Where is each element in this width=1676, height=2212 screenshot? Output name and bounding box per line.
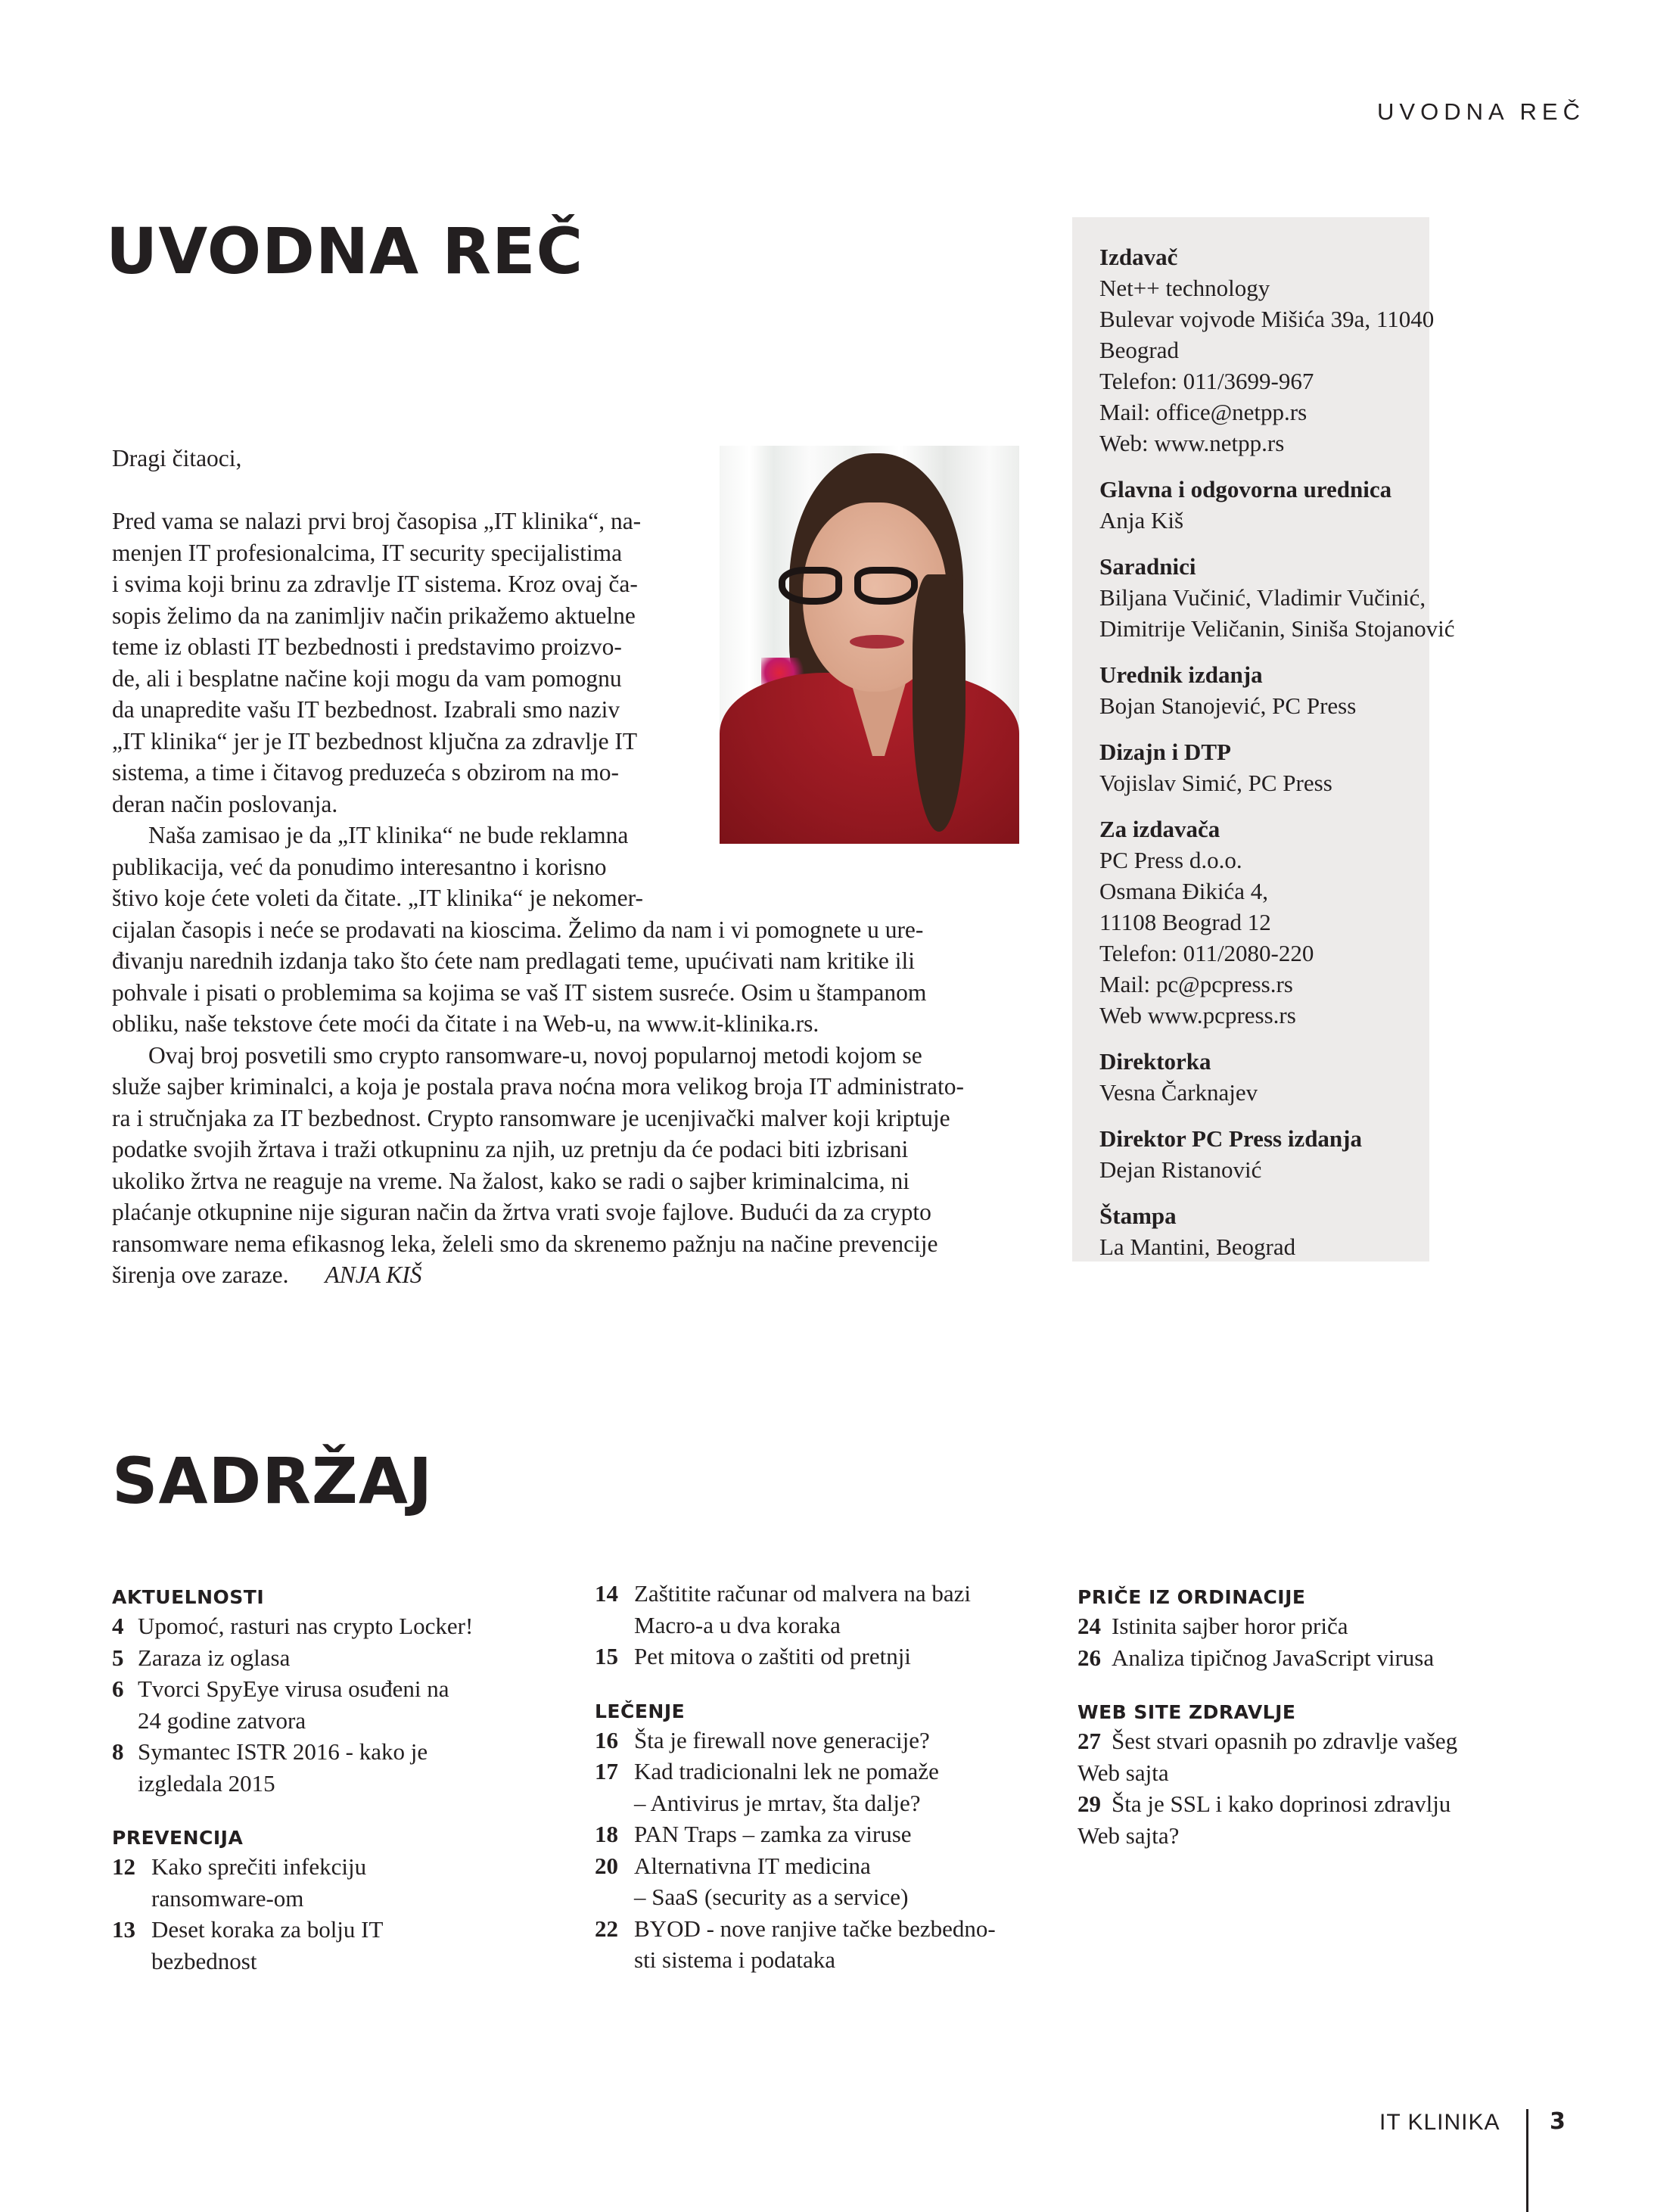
masthead-label: Glavna i odgovorna urednica bbox=[1099, 476, 1392, 502]
letter-line: ra i stručnjaka za IT bezbednost. Crypto ransomware je ucenjivački malver koji kriptuje bbox=[112, 1104, 950, 1131]
toc-page-number: 24 bbox=[1077, 1613, 1101, 1639]
letter-line: i svima koji brinu za zdravlje IT sistema. Kroz ovaj ča- bbox=[112, 571, 638, 597]
letter-line: menjen IT profesionalcima, IT security specijalistima bbox=[112, 539, 623, 566]
toc-entry[interactable] bbox=[112, 1851, 566, 1914]
letter-line: ukoliko žrtva ne reaguje na vreme. Na žalost, kako se radi o sajber kriminalcima, ni bbox=[112, 1167, 910, 1194]
toc-heading: PREVENCIJA bbox=[112, 1827, 244, 1849]
toc-section-price bbox=[1077, 1585, 1547, 1673]
toc-entry[interactable] bbox=[595, 1850, 1064, 1913]
toc-title bbox=[138, 1673, 566, 1736]
toc-title-line: Kako sprečiti infekciju bbox=[151, 1853, 367, 1880]
masthead-label: Direktor PC Press izdanja bbox=[1099, 1125, 1362, 1152]
masthead-director bbox=[1099, 1046, 1429, 1108]
page-title-contents: SADRŽAJ bbox=[112, 1444, 434, 1518]
toc-title bbox=[634, 1913, 1064, 1976]
toc-title-line: sti sistema i podataka bbox=[634, 1946, 836, 1973]
greeting: Dragi čitaoci, bbox=[112, 445, 242, 471]
toc-title bbox=[138, 1610, 566, 1642]
toc-page-number: 8 bbox=[112, 1738, 124, 1765]
masthead-contributors bbox=[1099, 551, 1455, 644]
toc-title: Šta je SSL i kako doprinosi zdravlju bbox=[1112, 1790, 1451, 1817]
toc-entry[interactable] bbox=[595, 1578, 1064, 1641]
masthead-value: Vojislav Simić, PC Press bbox=[1099, 770, 1332, 796]
toc-entry[interactable] bbox=[595, 1725, 1064, 1756]
toc-entry[interactable] bbox=[112, 1673, 566, 1736]
masthead-label: Štampa bbox=[1099, 1202, 1177, 1229]
toc-page-number: 26 bbox=[1077, 1644, 1101, 1671]
toc-page-number: 5 bbox=[112, 1644, 124, 1671]
toc-title-line: bezbednost bbox=[151, 1947, 257, 1974]
masthead-value: La Mantini, Beograd bbox=[1099, 1234, 1296, 1260]
masthead-value: Anja Kiš bbox=[1099, 507, 1184, 534]
toc-column-3 bbox=[1077, 1580, 1547, 1878]
photo-lips bbox=[850, 635, 904, 649]
toc-page-number: 22 bbox=[595, 1915, 618, 1942]
toc-title-line: Tvorci SpyEye virusa osuđeni na bbox=[138, 1675, 449, 1702]
toc-page-number: 6 bbox=[112, 1675, 124, 1702]
toc-title-line: Alternativna IT medicina bbox=[634, 1852, 871, 1879]
masthead-web[interactable]: Web: www.netpp.rs bbox=[1099, 430, 1285, 456]
masthead-email[interactable]: Mail: pc@pcpress.rs bbox=[1099, 971, 1293, 997]
toc-page-number: 15 bbox=[595, 1643, 618, 1669]
toc-heading: PRIČE IZ ORDINACIJE bbox=[1077, 1586, 1306, 1608]
toc-page-number: 13 bbox=[112, 1916, 135, 1943]
masthead-panel bbox=[1072, 217, 1455, 1262]
masthead-label: Urednik izdanja bbox=[1099, 661, 1263, 688]
toc-title bbox=[634, 1578, 1064, 1641]
letter-line: đivanju narednih izdanja tako što ćete nam predlagati teme, upućivati nam kritike ili bbox=[112, 947, 916, 974]
publication-name: IT KLINIKA bbox=[1379, 2110, 1500, 2135]
toc-title-line: Zaraza iz oglasa bbox=[138, 1644, 291, 1671]
letter-line: plaćanje otkupnine nije siguran način da žrtva vrati svoje fajlove. Budući da za crypto bbox=[112, 1199, 931, 1225]
toc-title-line: Deset koraka za bolju IT bbox=[151, 1916, 384, 1943]
masthead-issue-editor bbox=[1099, 659, 1429, 721]
toc-title bbox=[138, 1642, 566, 1674]
masthead-value: Vesna Čarknajev bbox=[1099, 1079, 1258, 1106]
toc-title bbox=[138, 1736, 566, 1799]
toc-title-line: Zaštitite računar od malvera na bazi bbox=[634, 1580, 971, 1607]
toc-entry[interactable] bbox=[112, 1642, 566, 1674]
masthead-label: Direktorka bbox=[1099, 1048, 1211, 1075]
running-head: UVODNA REČ bbox=[1377, 98, 1585, 125]
toc-section-prevencija bbox=[112, 1825, 566, 1977]
toc-title: Analiza tipičnog JavaScript virusa bbox=[1112, 1644, 1435, 1671]
toc-title-line: PAN Traps – zamka za viruse bbox=[634, 1821, 912, 1847]
toc-page-number: 17 bbox=[595, 1758, 618, 1784]
toc-title-line: Upomoć, rasturi nas crypto Locker! bbox=[138, 1613, 474, 1639]
masthead-label: Saradnici bbox=[1099, 553, 1196, 580]
page-title-intro: UVODNA REČ bbox=[106, 214, 584, 288]
toc-heading: LEČENJE bbox=[595, 1700, 686, 1722]
letter-line: deran način poslovanja. bbox=[112, 790, 338, 817]
toc-entry[interactable] bbox=[595, 1641, 1064, 1672]
toc-title-line: Web sajta? bbox=[1077, 1822, 1180, 1849]
toc-title: Šest stvari opasnih po zdravlje vašeg bbox=[1112, 1728, 1458, 1754]
masthead-value: Bulevar vojvode Mišića 39a, 11040 bbox=[1099, 306, 1435, 332]
editor-photo bbox=[720, 446, 1019, 844]
toc-page-number: 18 bbox=[595, 1821, 618, 1847]
letter-line: pohvale i pisati o problemima sa kojima se vaš IT sistem susreće. Osim u štampanom bbox=[112, 978, 927, 1006]
toc-title bbox=[151, 1851, 566, 1914]
letter-line: podatke svojih žrtava i traži otkupninu za njih, uz pretnju da će podaci biti izbrisani bbox=[112, 1136, 909, 1162]
toc-entry[interactable] bbox=[112, 1610, 566, 1642]
toc-title bbox=[151, 1914, 566, 1977]
masthead-value: PC Press d.o.o. bbox=[1099, 847, 1242, 873]
masthead-value: Dejan Ristanović bbox=[1099, 1156, 1262, 1183]
footer-divider bbox=[1526, 2109, 1528, 2212]
letter-line: da unapredite vašu IT bezbednost. Izabrali smo naziv bbox=[112, 696, 620, 723]
toc-title bbox=[634, 1850, 1064, 1913]
photo-hair-side bbox=[913, 574, 965, 832]
toc-title-line: – Antivirus je mrtav, šta dalje? bbox=[634, 1789, 921, 1816]
letter-line: štivo koje ćete voleti da čitate. „IT klinika“ je nekomer- bbox=[112, 885, 644, 911]
toc-title bbox=[634, 1641, 1064, 1672]
toc-entry[interactable] bbox=[1077, 1788, 1547, 1851]
toc-title bbox=[634, 1725, 1064, 1756]
letter-line: sopis želimo da na zanimljiv način prikažemo aktuelne bbox=[112, 602, 636, 629]
letter-line: sistema, a time i čitavog preduzeća s obzirom na mo- bbox=[112, 759, 620, 786]
toc-section-web-site bbox=[1077, 1700, 1547, 1851]
toc-page-number: 16 bbox=[595, 1726, 618, 1753]
masthead-email[interactable]: Mail: office@netpp.rs bbox=[1099, 399, 1308, 425]
toc-title-line: 24 godine zatvora bbox=[138, 1706, 306, 1734]
glasses-icon bbox=[779, 567, 842, 605]
masthead-value: Net++ technology bbox=[1099, 275, 1270, 301]
letter-line-text: širenja ove zaraze. bbox=[112, 1262, 289, 1288]
letter-line: publikacija, već da ponudimo interesantno i korisno bbox=[112, 853, 607, 880]
toc-title-line: BYOD - nove ranjive tačke bezbedno- bbox=[634, 1915, 996, 1942]
toc-title-line: ransomware-om bbox=[151, 1884, 304, 1912]
toc-title-line: Macro-a u dva koraka bbox=[634, 1611, 841, 1638]
masthead-label: Za izdavača bbox=[1099, 816, 1220, 842]
toc-title-line: izgledala 2015 bbox=[138, 1769, 275, 1797]
toc-entry[interactable] bbox=[112, 1736, 566, 1799]
toc-page-number: 27 bbox=[1077, 1728, 1101, 1754]
signature: ANJA KIŠ bbox=[325, 1262, 422, 1288]
letter-line: ransomware nema efikasnog leka, želeli smo da skrenemo pažnju na načine prevencije bbox=[112, 1230, 938, 1257]
masthead-value: Biljana Vučinić, Vladimir Vučinić, bbox=[1099, 584, 1426, 611]
toc-section-lecenje bbox=[595, 1699, 1064, 1976]
masthead-print bbox=[1099, 1200, 1429, 1262]
letter-line: obliku, naše tekstove ćete moći da čitate i na Web-u, na www.it-klinika.rs. bbox=[112, 1010, 819, 1037]
masthead-value: Telefon: 011/3699-967 bbox=[1099, 368, 1314, 394]
masthead-value: Beograd bbox=[1099, 337, 1180, 363]
toc-page-number: 29 bbox=[1077, 1790, 1101, 1817]
toc-page-number: 14 bbox=[595, 1580, 618, 1607]
toc-entry[interactable] bbox=[1077, 1642, 1547, 1674]
toc-entry[interactable] bbox=[1077, 1610, 1547, 1642]
toc-entry[interactable] bbox=[1077, 1725, 1547, 1788]
letter-line: Pred vama se nalazi prvi broj časopisa „IT klinika“, na- bbox=[112, 508, 642, 534]
masthead-value: Telefon: 011/2080-220 bbox=[1099, 940, 1314, 966]
toc-entry[interactable] bbox=[595, 1913, 1064, 1976]
toc-title-line: Šta je firewall nove generacije? bbox=[634, 1726, 930, 1753]
toc-entry[interactable] bbox=[595, 1756, 1064, 1818]
toc-entry[interactable] bbox=[112, 1914, 566, 1977]
masthead-value: Bojan Stanojević, PC Press bbox=[1099, 692, 1357, 719]
toc-section-prevencija-cont bbox=[595, 1578, 1064, 1672]
masthead-publisher bbox=[1099, 241, 1435, 459]
masthead-label: Izdavač bbox=[1099, 244, 1178, 270]
letter-line: „IT klinika“ jer je IT bezbednost ključna za zdravlje IT bbox=[112, 727, 638, 754]
toc-page-number: 4 bbox=[112, 1613, 124, 1639]
masthead-label: Dizajn i DTP bbox=[1099, 739, 1231, 765]
toc-title bbox=[634, 1818, 1064, 1850]
toc-column-2 bbox=[595, 1578, 1064, 2002]
masthead-for-publisher bbox=[1099, 814, 1429, 1031]
toc-title-line: Pet mitova o zaštiti od pretnji bbox=[634, 1643, 911, 1669]
toc-title: Istinita sajber horor priča bbox=[1112, 1613, 1348, 1639]
toc-title bbox=[634, 1756, 1064, 1818]
masthead-pcpress-director bbox=[1099, 1123, 1429, 1185]
toc-page-number: 12 bbox=[112, 1853, 135, 1880]
letter-line: služe sajber kriminalci, a koja je postala prava noćna mora velikog broja IT administrato- bbox=[112, 1073, 965, 1100]
masthead-value: 11108 Beograd 12 bbox=[1099, 909, 1271, 935]
masthead-design bbox=[1099, 736, 1429, 798]
masthead-value: Osmana Đikića 4, bbox=[1099, 878, 1268, 904]
page-number: 3 bbox=[1550, 2108, 1566, 2135]
toc-entry[interactable] bbox=[595, 1818, 1064, 1850]
letter-line-last bbox=[112, 1259, 1020, 1291]
toc-column-1 bbox=[112, 1580, 566, 2003]
letter-line: de, ali i besplatne načine koji mogu da vam pomognu bbox=[112, 664, 622, 692]
toc-heading: AKTUELNOSTI bbox=[112, 1586, 265, 1608]
letter-line: cijalan časopis i neće se prodavati na kioscima. Želimo da nam i vi pomognete u ure- bbox=[112, 916, 924, 943]
letter-line: Naša zamisao je da „IT klinika“ ne bude reklamna bbox=[148, 822, 629, 848]
letter-line: teme iz oblasti IT bezbednosti i predstavimo proizvo- bbox=[112, 633, 622, 660]
toc-heading: WEB SITE ZDRAVLJE bbox=[1077, 1701, 1296, 1723]
toc-page-number: 20 bbox=[595, 1852, 618, 1879]
toc-title-line: – SaaS (security as a service) bbox=[634, 1884, 909, 1910]
toc-title-line: Kad tradicionalni lek ne pomaže bbox=[634, 1758, 939, 1784]
toc-section-aktuelnosti bbox=[112, 1585, 566, 1799]
masthead-value: Dimitrije Veličanin, Siniša Stojanović bbox=[1099, 615, 1455, 642]
toc-title-line: Web sajta bbox=[1077, 1759, 1169, 1786]
toc-title-line: Symantec ISTR 2016 - kako je bbox=[138, 1738, 428, 1765]
letter-line: Ovaj broj posvetili smo crypto ransomware-u, novoj popularnoj metodi kojom se bbox=[148, 1041, 922, 1069]
masthead-editor-in-chief bbox=[1099, 474, 1429, 536]
masthead-web[interactable]: Web www.pcpress.rs bbox=[1099, 1002, 1296, 1028]
glasses-icon bbox=[854, 567, 918, 605]
